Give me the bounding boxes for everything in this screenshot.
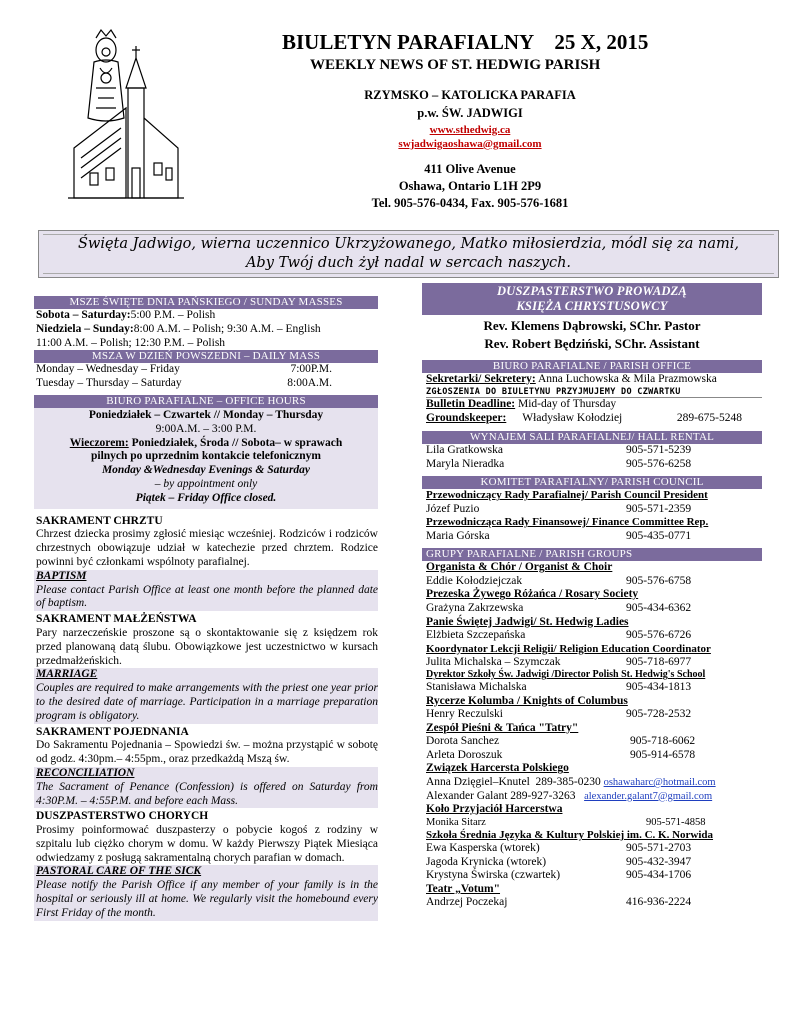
baptism-en-text: Please contact Parish Office at least one month before the planned date of baptism. [36,583,378,610]
list-item: Anna Dzięgiel–Knutel 289-385-0230 oshawaharc@hotmail.com [426,775,716,788]
list-item: Julita Michalska – Szymczak 905-718-6977 [426,655,692,668]
list-item: Arleta Doroszuk 905-914-6578 [426,748,696,761]
baptism-en-title: BAPTISM [36,569,87,582]
deadline-label: Bulletin Deadline: [426,398,516,411]
church-illustration [66,28,186,208]
pastors-header [422,283,762,315]
sick-en-title: PASTORAL CARE OF THE SICK [36,865,202,878]
penance-pl-title: SAKRAMENT POJEDNANIA [36,725,189,738]
baptism-pl-text: Chrzest dziecka prosimy zgłosić miesiąc wcześniej. Rodziców i rodziców chrzestnych obowiązuje udział w katechezie przed chrztem. Rodzice powinni być członkami wspólnoty parafialnej. [36,528,378,568]
saturday-label: Sobota – Saturday: [36,309,131,321]
group-title: Koordynator Lekcji Religii/ Religion Education Coordinator [426,642,711,655]
sunday-text-2: 11:00 A.M. – Polish; 12:30 P.M. – Polish [36,336,226,349]
address-line-2: Oshawa, Ontario L1H 2P9 [398,178,542,193]
marriage-en-title: MARRIAGE [36,668,98,681]
group-title: Szkoła Średnia Języka & Kultury Polskiej im. C. K. Norwida [426,829,714,842]
group-title: Związek Harcersta Polskiego [426,762,569,775]
list-item: Jagoda Krynicka (wtorek) 905-432-3947 [426,855,692,868]
pastors-title-1: DUSZPASTERSTWO PROWADZĄ [497,284,687,298]
parish-line-1: RZYMSKO – KATOLICKA PARAFIA [364,88,576,102]
council-president-title: Przewodniczący Rady Parafialnej/ Parish Council President [426,489,708,502]
penance-pl-text: Do Sakramentu Pojednania – Spowiedzi św. – można przystąpić w sobotę od godz. 4:30pm.– 4:55pm., oraz przedkażdą Mszą św. [36,739,378,766]
office-hours-header: BIURO PARAFIALNE – OFFICE HOURS [34,395,378,408]
parish-line-2: p.w. ŚW. JADWIGI [417,106,523,120]
groundskeeper-name: Władysław Kołodziej [522,411,623,424]
list-item: Maryla Nieradka 905-576-6258 [426,457,692,470]
list-item: Lila Gratkowska 905-571-5239 [426,443,692,456]
sunday-text: 8:00 A.M. – Polish; 9:30 A.M. – English [133,322,321,335]
secretary-text: Anna Luchowska & Mila Prazmowska [535,373,717,386]
list-item: Józef Puzio 905-571-2359 [426,502,692,515]
groundskeeper-label: Groundskeeper: [426,411,507,424]
left-column [34,296,378,921]
list-item: Dorota Sanchez 905-718-6062 [426,735,696,748]
group-title: Prezeska Żywego Różańca / Rosary Society [426,588,639,601]
list-item: Grażyna Zakrzewska 905-434-6362 [426,602,692,615]
church-icon [66,28,186,208]
penance-en-title: RECONCILIATION [36,766,135,779]
pastor-2: Rev. Robert Będziński, SChr. Assistant [484,335,700,351]
group-title: Koło Przyjaciół Harcerstwa [426,803,563,816]
pastors-title-2: KSIĘŻA CHRYSTUSOWCY [516,299,668,313]
bulletin-subtitle: WEEKLY NEWS OF ST. HEDWIG PARISH [310,57,601,73]
group-title: Organista & Chór / Organist & Choir [426,561,613,574]
list-item: Alexander Galant 289-927-3263 alexander.galant7@gmail.com [426,789,713,802]
group-title: Dyrektor Szkoły Św. Jadwigi /Director Polish St. Hedwig's School [426,669,706,681]
office-line-5: Monday &Wednesday Evenings & Saturday [101,464,311,477]
list-item: Henry Reczulski 905-728-2532 [426,708,692,721]
saturday-text: 5:00 P.M. – Polish [130,309,216,321]
office-line-3: Poniedziałek, Środa // Sobota– w sprawach [128,436,343,449]
pastor-1: Rev. Klemens Dąbrowski, SChr. Pastor [483,318,701,333]
marriage-pl-text: Pary narzeczeńskie proszone są o skontaktowanie się z księdzem rok przed planowaną datą ślubu. Obowiązkowe jest uczestnictwo w kursach przedmałżeńskich. [36,626,378,667]
marriage-en-text: Couples are required to make arrangements with the priest one year prior to the desired date of marriage. Participation in a marriage preparation program is obligatory. [36,682,378,722]
prayer-line-2: Aby Twój duch żył nadal w sercach naszych. [245,255,572,271]
group-title: Teatr „Votum" [426,882,501,895]
right-column [422,283,762,910]
deadline-text: Mid-day of Thursday [515,398,617,411]
secretary-label: Sekretarki/ Sekretery: [426,373,536,386]
prayer-box [38,230,779,278]
groundskeeper-phone: 289-675-5248 [676,411,742,424]
sick-pl-title: DUSZPASTERSTWO CHORYCH [36,810,209,823]
bulletin-title: BIULETYN PARAFIALNY 25 X, 2015 [282,30,649,54]
office-line-7: Piątek – Friday Office closed. [135,491,277,504]
sunday-label: Niedziela – Sunday: [36,322,134,335]
group-title: Zespół Pieśni & Tańca "Tatry" [426,721,579,734]
daily-row: Tuesday – Thursday – Saturday 8:00A.M. [36,377,332,390]
email-link[interactable]: swjadwigaoshawa@gmail.com [398,137,542,150]
sick-en-text: Please notify the Parish Office if any member of your family is in the hospital or seriously ill at home. We regularly visit the homebound every First Friday of the month. [36,879,378,919]
office-line-2: 9:00A.M. – 3:00 P.M. [155,422,257,435]
list-item: Eddie Kołodziejczak 905-576-6758 [426,574,692,587]
sick-pl-text: Prosimy poinformować duszpasterzy o pobycie kogoś z rodziny w szpitalu lub ciężko chorym w domu. W każdy Pierwszy Piątek Miesiąca odwiedzamy z posługą sakramentalną chorych parafian w domach. [36,824,378,864]
daily-mass-header: MSZA W DZIEŃ POWSZEDNI – DAILY MASS [34,350,378,363]
group-title: Rycerze Kolumba / Knights of Columbus [426,694,628,707]
list-item: Maria Górska 905-435-0771 [426,529,692,542]
phone-line: Tel. 905-576-0434, Fax. 905-576-1681 [371,195,569,210]
list-item: Andrzej Poczekaj 416-936-2224 [426,896,692,909]
bulletin-note: ZGŁOSZENIA DO BIULETYNU PRZYJMUJEMY DO CZWARTKU [426,386,681,397]
office-hours-box [34,408,378,509]
parish-office-header: BIURO PARAFIALNE / PARISH OFFICE [422,360,762,373]
finance-rep-title: Przewodnicząca Rady Finansowej/ Finance Committee Rep. [426,516,709,529]
sunday-masses-header: MSZE ŚWIĘTE DNIA PAŃSKIEGO / SUNDAY MASSES [34,296,378,309]
parish-info [320,88,620,211]
email-link[interactable]: alexander.galant7@gmail.com [584,790,713,802]
prayer-line-1: Święta Jadwigo, wierna uczennico Ukrzyżowanego, Matko miłosierdzia, módl się za nami, [77,236,740,252]
baptism-pl-title: SAKRAMENT CHRZTU [36,514,163,527]
list-item: Stanisława Michalska 905-434-1813 [426,681,692,694]
parish-groups-header: GRUPY PARAFIALNE / PARISH GROUPS [422,548,762,561]
list-item: Elżbieta Szczepańska 905-576-6726 [426,629,692,642]
list-item: Krystyna Świrska (czwartek) 905-434-1706 [426,869,692,882]
marriage-pl-title: SAKRAMENT MAŁŻEŃSTWA [36,613,197,626]
list-item: Monika Sitarz 905-571-4858 [426,816,706,828]
office-line-4: pilnych po uprzednim kontakcie telefonicznym [90,450,321,463]
parish-council-header: KOMITET PARAFIALNY/ PARISH COUNCIL [422,476,762,489]
daily-row: Monday – Wednesday – Friday 7:00P.M. [36,363,332,376]
list-item: Ewa Kasperska (wtorek) 905-571-2703 [426,842,692,854]
email-link[interactable]: oshawaharc@hotmail.com [603,776,716,788]
hall-rental-header: WYNAJEM SALI PARAFIALNEJ/ HALL RENTAL [422,431,762,444]
evening-label: Wieczorem: [69,436,129,449]
penance-en-text: The Sacrament of Penance (Confession) is offered on Saturday from 4:30P.M. – 4:55P.M. and before each Mass. [36,780,378,807]
office-line-6: – by appointment only [154,477,258,490]
address-line-1: 411 Olive Avenue [424,161,516,176]
website-link[interactable]: www.sthedwig.ca [429,124,511,136]
office-line-1: Poniedziałek – Czwartek // Monday – Thursday [88,408,324,421]
group-title: Panie Świętej Jadwigi/ St. Hedwig Ladies [426,615,629,628]
